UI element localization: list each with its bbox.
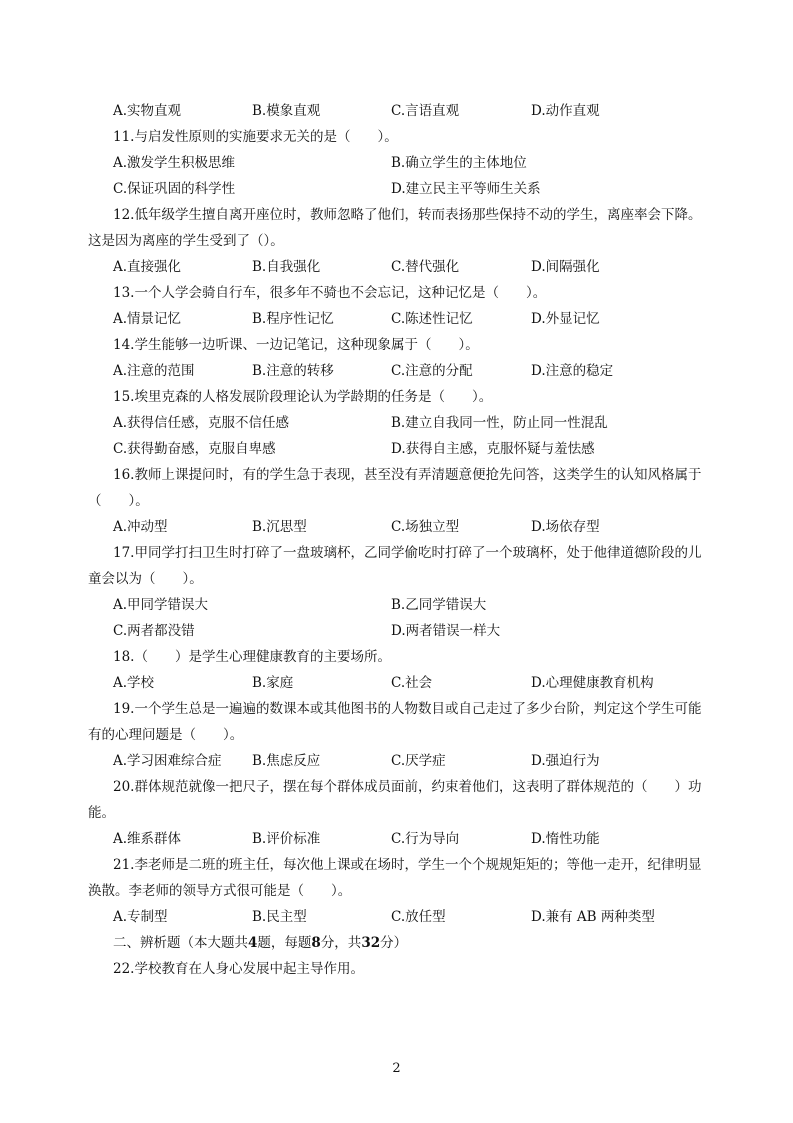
question-20-stem-line1: 20.群体规范就像一把尺子，摆在每个群体成员面前，约束着他们，这表明了群体规范的（ ）功 <box>113 779 702 795</box>
q20-option-d: D.惰性功能 <box>531 831 600 847</box>
q16-option-c: C.场独立型 <box>391 519 460 535</box>
q13-option-a: A.情景记忆 <box>113 311 182 327</box>
q19-option-d: D.强迫行为 <box>531 753 600 769</box>
section-2-points-each: 8 <box>311 935 321 951</box>
q18-option-a: A.学校 <box>113 675 155 691</box>
q21-option-b: B.民主型 <box>252 909 307 925</box>
question-13-stem: 13.一个人学会骑自行车，很多年不骑也不会忘记，这种记忆是（ ）。 <box>113 285 547 301</box>
q15-option-a: A.获得信任感，克服不信任感 <box>113 415 290 431</box>
question-16-stem-line2: （ ）。 <box>88 493 149 509</box>
option-a: A.实物直观 <box>113 103 182 119</box>
q18-option-b: B.家庭 <box>252 675 294 691</box>
question-17-stem-line1: 17.甲同学打扫卫生时打碎了一盘玻璃杯，乙同学偷吃时打碎了一个玻璃杯，处于他律道德阶段的儿 <box>113 545 702 561</box>
option-c: C.言语直观 <box>391 103 460 119</box>
q13-option-b: B.程序性记忆 <box>252 311 334 327</box>
question-21-stem-line2: 涣散。李老师的领导方式很可能是（ ）。 <box>88 883 352 899</box>
q14-option-c: C.注意的分配 <box>391 363 473 379</box>
section-2-heading: 二、辨析题（本大题共4题，每题8分，共32分） <box>113 935 408 951</box>
q17-option-b: B.乙同学错误大 <box>391 597 487 613</box>
question-12-stem-line2: 这是因为离座的学生受到了（）。 <box>88 233 284 249</box>
q11-option-a: A.激发学生积极思维 <box>113 155 236 171</box>
section-2-total-points: 32 <box>361 935 381 951</box>
q20-option-b: B.评价标准 <box>252 831 321 847</box>
question-21-stem-line1: 21.李老师是二班的班主任，每次他上课或在场时，学生一个个规规矩矩的；等他一走开，纪律明显 <box>113 857 702 873</box>
option-b: B.模象直观 <box>252 103 321 119</box>
q19-option-b: B.焦虑反应 <box>252 753 321 769</box>
section-2-question-count: 4 <box>248 935 258 951</box>
q11-option-c: C.保证巩固的科学性 <box>113 181 236 197</box>
q13-option-d: D.外显记忆 <box>531 311 600 327</box>
q14-option-b: B.注意的转移 <box>252 363 334 379</box>
question-11-stem: 11.与启发性原则的实施要求无关的是（ ）。 <box>113 129 398 145</box>
question-17-stem-line2: 童会以为（ ）。 <box>88 571 203 587</box>
page-number: 2 <box>392 1061 401 1076</box>
question-16-stem-line1: 16.教师上课提问时，有的学生急于表现，甚至没有弄清题意便抢先问答，这类学生的认知风格属于 <box>113 467 702 483</box>
q12-option-a: A.直接强化 <box>113 259 182 275</box>
question-12-stem-line1: 12.低年级学生擅自离开座位时，教师忽略了他们，转而表扬那些保持不动的学生，离座率会下降。 <box>113 207 702 223</box>
question-19-stem-line2: 有的心理问题是（ ）。 <box>88 727 244 743</box>
q16-option-a: A.冲动型 <box>113 519 168 535</box>
q11-option-d: D.建立民主平等师生关系 <box>391 181 541 197</box>
q21-option-d: D.兼有 AB 两种类型 <box>531 909 655 925</box>
question-15-stem: 15.埃里克森的人格发展阶段理论认为学龄期的任务是（ ）。 <box>113 389 493 405</box>
q15-option-c: C.获得勤奋感，克服自卑感 <box>113 441 276 457</box>
q20-option-a: A.维系群体 <box>113 831 182 847</box>
question-14-stem: 14.学生能够一边听课、一边记笔记，这种现象属于（ ）。 <box>113 337 479 353</box>
question-20-stem-line2: 能。 <box>88 805 115 821</box>
q20-option-c: C.行为导向 <box>391 831 460 847</box>
q21-option-a: A.专制型 <box>113 909 168 925</box>
q12-option-b: B.自我强化 <box>252 259 321 275</box>
q14-option-d: D.注意的稳定 <box>531 363 614 379</box>
q13-option-c: C.陈述性记忆 <box>391 311 473 327</box>
q17-option-d: D.两者错误一样大 <box>391 623 501 639</box>
q15-option-b: B.建立自我同一性，防止同一性混乱 <box>391 415 608 431</box>
q16-option-d: D.场依存型 <box>531 519 600 535</box>
question-22-stem: 22.学校教育在人身心发展中起主导作用。 <box>113 961 364 977</box>
question-18-stem: 18.（ ）是学生心理健康教育的主要场所。 <box>113 649 391 665</box>
q12-option-c: C.替代强化 <box>391 259 460 275</box>
q18-option-d: D.心理健康教育机构 <box>531 675 654 691</box>
q15-option-d: D.获得自主感，克服怀疑与羞怯感 <box>391 441 595 457</box>
q17-option-c: C.两者都没错 <box>113 623 195 639</box>
question-19-stem-line1: 19.一个学生总是一遍遍的数课本或其他图书的人物数目或自己走过了多少台阶，判定这个学生可能 <box>113 701 702 717</box>
q14-option-a: A.注意的范围 <box>113 363 195 379</box>
q21-option-c: C.放任型 <box>391 909 446 925</box>
q16-option-b: B.沉思型 <box>252 519 307 535</box>
q19-option-a: A.学习困难综合症 <box>113 753 222 769</box>
q17-option-a: A.甲同学错误大 <box>113 597 209 613</box>
q11-option-b: B.确立学生的主体地位 <box>391 155 527 171</box>
q12-option-d: D.间隔强化 <box>531 259 600 275</box>
q18-option-c: C.社会 <box>391 675 433 691</box>
option-d: D.动作直观 <box>531 103 600 119</box>
q19-option-c: C.厌学症 <box>391 753 446 769</box>
